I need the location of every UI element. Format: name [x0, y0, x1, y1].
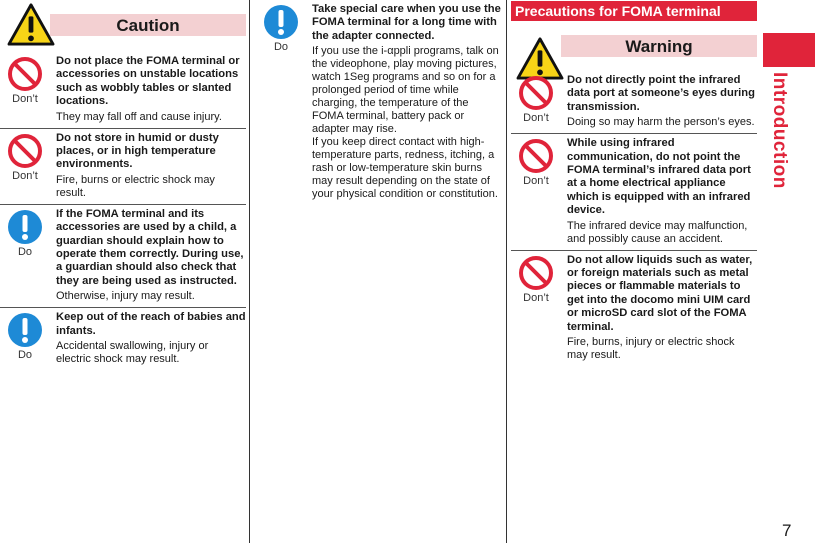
- prohibition-icon: [7, 56, 43, 92]
- caution-items: [0, 52, 246, 370]
- middle-items: [256, 0, 502, 205]
- item-heading: Do not directly point the infrared data port at someone’s eyes during transmission.: [567, 74, 755, 113]
- chapter-tab-label: Introduction: [769, 72, 790, 189]
- symbol-label: Don’t: [523, 112, 549, 124]
- item-text: Accidental swallowing, injury or electric shock may result.: [56, 340, 209, 366]
- warning-title: Warning: [625, 37, 693, 56]
- symbol: [257, 4, 305, 53]
- do-item: [256, 0, 502, 205]
- item-heading: Keep out of the reach of babies and infants.: [56, 311, 246, 337]
- warning-items: [511, 71, 757, 366]
- column-divider: [506, 0, 507, 543]
- dont-item: [0, 129, 246, 205]
- symbol: [1, 209, 49, 258]
- prohibition-icon: [518, 255, 554, 291]
- symbol: [1, 133, 49, 182]
- middle-column: [256, 0, 502, 205]
- dont-item: [0, 52, 246, 129]
- warning-column: [511, 0, 757, 366]
- symbol-label: Don’t: [12, 93, 38, 105]
- item-heading: Take special care when you use the FOMA terminal for a long time with the adapter connected.: [312, 3, 501, 42]
- symbol: [1, 312, 49, 361]
- symbol-label: Don’t: [523, 291, 549, 304]
- symbol: [512, 138, 560, 187]
- item-text: Fire, burns, injury or electric shock may result.: [567, 336, 735, 362]
- caution-banner: [50, 14, 246, 36]
- warning-banner: [561, 35, 757, 57]
- item-text: Fire, burns or electric shock may result.: [56, 173, 215, 199]
- instruction-icon: [263, 4, 299, 40]
- symbol: [512, 255, 560, 304]
- caution-column: [0, 0, 246, 370]
- item-text: If you use the i-αppli programs, talk on the videophone, play moving pictures, watch 1Seg programs and so on for a prolonged period of time while charging, the temperature of the FOMA terminal, battery pack or adapter may rise. If you keep direct contact with high-temperature parts, redness, itching, a rash or low-temperature skin burns may result depending on the state of your physical condition or constitution.: [312, 45, 499, 201]
- symbol-label: Do: [273, 41, 289, 53]
- symbol-label: Don’t: [12, 169, 38, 182]
- item-heading: Do not place the FOMA terminal or accessories on unstable locations such as wobbly tables or slanted locations.: [56, 55, 240, 108]
- do-item: [0, 308, 246, 370]
- caution-title: Caution: [116, 16, 180, 35]
- prohibition-icon: [7, 133, 43, 169]
- item-heading: If the FOMA terminal and its accessories are used by a child, a guardian should explain how to operate them correctly. During use, a guardian should also check that they are being used as instructed.: [56, 207, 244, 287]
- item-text: Doing so may harm the person’s eyes.: [567, 116, 755, 129]
- do-item: [0, 205, 246, 308]
- symbol: [512, 75, 560, 124]
- section-title: Precautions for FOMA terminal: [511, 1, 757, 21]
- symbol-label: Do: [17, 349, 33, 362]
- item-heading: While using infrared communication, do not point the FOMA terminal’s infrared data port at a home electrical appliance which is equipped with an infrared device.: [567, 137, 751, 217]
- chapter-tab-marker: [763, 33, 815, 67]
- item-text: The infrared device may malfunction, and possibly cause an accident.: [567, 219, 748, 245]
- dont-item: [511, 71, 757, 134]
- item-heading: Do not allow liquids such as water, or foreign materials such as metal pieces or flammable materials to get into the docomo mini UIM card or microSD card slot of the FOMA terminal.: [567, 253, 753, 333]
- prohibition-icon: [518, 75, 554, 111]
- item-text: Otherwise, injury may result.: [56, 290, 195, 303]
- item-text: They may fall off and cause injury.: [56, 110, 222, 123]
- item-heading: Do not store in humid or dusty places, or in high temperature environments.: [56, 131, 219, 171]
- symbol-label: Do: [17, 245, 33, 258]
- symbol: [1, 56, 49, 105]
- prohibition-icon: [518, 138, 554, 174]
- dont-item: [511, 134, 757, 250]
- page-number: 7: [782, 521, 792, 540]
- instruction-icon: [7, 312, 43, 348]
- symbol-label: Don’t: [523, 175, 549, 188]
- dont-item: [511, 251, 757, 366]
- warning-triangle-icon: [6, 2, 56, 46]
- instruction-icon: [7, 209, 43, 245]
- column-divider: [249, 0, 250, 543]
